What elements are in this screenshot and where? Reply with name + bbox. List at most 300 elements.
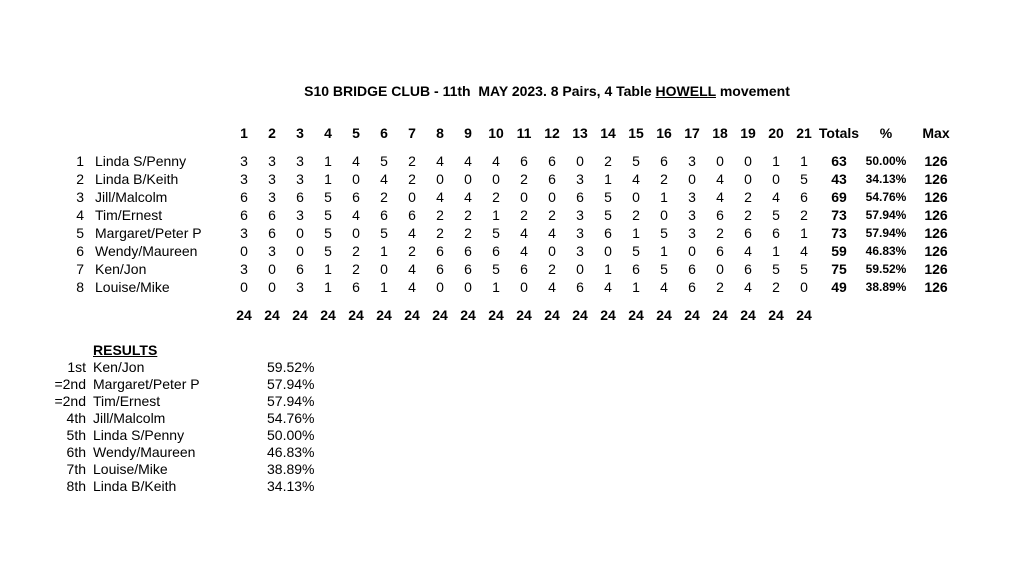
boards-count: 24 [768, 307, 784, 323]
board-score: 5 [632, 153, 640, 169]
board-score: 5 [800, 171, 808, 187]
boards-count: 24 [544, 307, 560, 323]
pair-max: 126 [924, 261, 948, 277]
board-score: 2 [436, 225, 444, 241]
board-score: 6 [716, 243, 724, 259]
result-pair-names: Linda S/Penny [93, 427, 185, 443]
board-column-header: 5 [352, 125, 360, 141]
pair-max: 126 [924, 171, 948, 187]
pair-max: 126 [924, 207, 948, 223]
pair-row [54, 152, 960, 170]
board-score: 2 [352, 261, 360, 277]
board-score: 6 [660, 153, 668, 169]
board-score: 4 [604, 279, 612, 295]
board-score: 0 [520, 279, 528, 295]
pair-names: Ken/Jon [95, 261, 147, 277]
corner-blank [84, 124, 230, 152]
footer-blank [84, 296, 230, 324]
board-score: 3 [296, 153, 304, 169]
pair-names: Linda S/Penny [95, 153, 187, 169]
board-score: 1 [660, 189, 668, 205]
pair-number: 1 [76, 153, 84, 169]
board-score: 5 [660, 261, 668, 277]
board-score: 2 [520, 171, 528, 187]
board-score: 6 [296, 261, 304, 277]
board-score: 4 [436, 153, 444, 169]
board-score: 3 [296, 279, 304, 295]
board-score: 5 [324, 225, 332, 241]
board-score: 6 [688, 261, 696, 277]
board-score: 6 [464, 243, 472, 259]
pair-row [54, 206, 960, 224]
board-score: 1 [324, 171, 332, 187]
board-score: 2 [716, 225, 724, 241]
score-table-footer [54, 296, 960, 324]
result-rank: 5th [66, 427, 86, 443]
board-score: 5 [800, 261, 808, 277]
pair-max: 126 [924, 153, 948, 169]
board-score: 4 [464, 189, 472, 205]
board-score: 0 [548, 189, 556, 205]
board-score: 1 [800, 153, 808, 169]
boards-count: 24 [488, 307, 504, 323]
board-score: 3 [268, 171, 276, 187]
board-score: 2 [464, 225, 472, 241]
board-score: 4 [520, 225, 528, 241]
boards-per-column-row [54, 296, 960, 324]
results-section [50, 341, 347, 495]
result-percent: 59.52% [267, 359, 315, 375]
board-score: 1 [324, 279, 332, 295]
board-score: 2 [716, 279, 724, 295]
board-score: 0 [604, 243, 612, 259]
board-score: 5 [380, 153, 388, 169]
board-score: 4 [548, 225, 556, 241]
board-column-header: 17 [684, 125, 700, 141]
pair-total: 73 [831, 207, 847, 223]
result-row [50, 478, 347, 495]
boards-count: 24 [628, 307, 644, 323]
result-pair-names: Ken/Jon [93, 359, 145, 375]
board-score: 6 [744, 261, 752, 277]
board-score: 5 [492, 261, 500, 277]
board-score: 4 [352, 207, 360, 223]
results-heading: RESULTS [93, 342, 158, 358]
boards-count: 24 [684, 307, 700, 323]
result-percent: 57.94% [267, 393, 315, 409]
board-score: 5 [632, 243, 640, 259]
board-score: 3 [240, 261, 248, 277]
percent-header: % [879, 125, 893, 141]
board-score: 6 [408, 207, 416, 223]
footer-blank [860, 296, 912, 324]
board-score: 2 [520, 207, 528, 223]
board-score: 1 [800, 225, 808, 241]
pair-percent: 57.94% [865, 226, 907, 240]
board-score: 0 [744, 171, 752, 187]
board-score: 1 [632, 279, 640, 295]
result-rank: 8th [66, 478, 86, 494]
board-score: 2 [408, 153, 416, 169]
result-row [50, 461, 347, 478]
board-score: 0 [436, 171, 444, 187]
board-score: 4 [520, 243, 528, 259]
results-table-body [50, 359, 347, 495]
board-score: 5 [324, 189, 332, 205]
pair-number: 6 [76, 243, 84, 259]
boards-count: 24 [348, 307, 364, 323]
board-score: 2 [660, 171, 668, 187]
board-score: 6 [240, 207, 248, 223]
pair-percent: 50.00% [865, 154, 907, 168]
board-score: 6 [576, 279, 584, 295]
result-percent: 50.00% [267, 427, 315, 443]
boards-count: 24 [460, 307, 476, 323]
boards-count: 24 [796, 307, 812, 323]
pair-names: Jill/Malcolm [95, 189, 168, 205]
result-rank: 1st [67, 359, 86, 375]
board-score: 4 [492, 153, 500, 169]
board-score: 3 [240, 153, 248, 169]
result-row [50, 359, 347, 376]
board-score: 4 [352, 153, 360, 169]
board-score: 2 [436, 207, 444, 223]
board-score: 2 [632, 207, 640, 223]
pair-max: 126 [924, 279, 948, 295]
board-column-header: 1 [240, 125, 248, 141]
board-score: 4 [436, 189, 444, 205]
board-score: 0 [296, 243, 304, 259]
board-column-header: 18 [712, 125, 728, 141]
board-score: 6 [380, 207, 388, 223]
result-row [50, 393, 347, 410]
board-score: 2 [744, 207, 752, 223]
result-pair-names: Margaret/Peter P [93, 376, 200, 392]
board-score: 4 [632, 171, 640, 187]
result-percent: 57.94% [267, 376, 315, 392]
board-column-header: 3 [296, 125, 304, 141]
pair-max: 126 [924, 243, 948, 259]
board-score: 4 [380, 171, 388, 187]
boards-count: 24 [516, 307, 532, 323]
pair-number: 2 [76, 171, 84, 187]
pair-total: 69 [831, 189, 847, 205]
board-score: 3 [268, 243, 276, 259]
board-score: 2 [548, 207, 556, 223]
board-score: 5 [772, 261, 780, 277]
board-score: 6 [436, 243, 444, 259]
pair-percent: 57.94% [865, 208, 907, 222]
pair-names: Margaret/Peter P [95, 225, 202, 241]
board-score: 0 [268, 261, 276, 277]
board-score: 5 [324, 207, 332, 223]
board-score: 4 [660, 279, 668, 295]
board-score: 6 [576, 189, 584, 205]
boards-count: 24 [404, 307, 420, 323]
board-score: 2 [772, 279, 780, 295]
board-score: 0 [688, 243, 696, 259]
boards-count: 24 [264, 307, 280, 323]
pair-total: 73 [831, 225, 847, 241]
result-pair-names: Wendy/Maureen [93, 444, 196, 460]
board-score: 4 [408, 261, 416, 277]
board-score: 2 [744, 189, 752, 205]
max-header: Max [922, 125, 950, 141]
board-score: 0 [800, 279, 808, 295]
board-score: 6 [268, 207, 276, 223]
board-score: 4 [744, 243, 752, 259]
board-score: 5 [492, 225, 500, 241]
footer-blank [912, 296, 960, 324]
board-column-header: 10 [488, 125, 504, 141]
board-score: 1 [604, 171, 612, 187]
boards-count: 24 [432, 307, 448, 323]
board-score: 5 [660, 225, 668, 241]
title-howell-underlined: HOWELL [655, 83, 716, 99]
pair-names: Louise/Mike [95, 279, 170, 295]
board-score: 6 [352, 189, 360, 205]
board-score: 0 [520, 189, 528, 205]
board-score: 6 [688, 279, 696, 295]
pair-names: Wendy/Maureen [95, 243, 198, 259]
board-score: 1 [632, 225, 640, 241]
board-column-header: 6 [380, 125, 388, 141]
board-score: 0 [296, 225, 304, 241]
board-score: 2 [408, 171, 416, 187]
boards-count: 24 [740, 307, 756, 323]
board-score: 0 [464, 171, 472, 187]
board-score: 2 [800, 207, 808, 223]
score-table [54, 124, 960, 324]
score-header-row [54, 124, 960, 152]
board-score: 2 [408, 243, 416, 259]
result-pair-names: Jill/Malcolm [93, 410, 166, 426]
pair-total: 63 [831, 153, 847, 169]
board-score: 0 [352, 225, 360, 241]
pair-names: Tim/Ernest [95, 207, 163, 223]
board-score: 4 [464, 153, 472, 169]
pair-names: Linda B/Keith [95, 171, 179, 187]
board-score: 6 [604, 225, 612, 241]
board-score: 6 [520, 261, 528, 277]
boards-count: 24 [712, 307, 728, 323]
board-score: 1 [324, 261, 332, 277]
board-score: 4 [716, 171, 724, 187]
pair-number: 5 [76, 225, 84, 241]
board-score: 0 [240, 243, 248, 259]
board-score: 5 [604, 207, 612, 223]
pair-max: 126 [924, 189, 948, 205]
footer-blank [54, 296, 84, 324]
board-score: 6 [268, 225, 276, 241]
pair-number: 7 [76, 261, 84, 277]
result-pair-names: Linda B/Keith [93, 478, 177, 494]
pair-row [54, 224, 960, 242]
pair-row [54, 188, 960, 206]
boards-count: 24 [376, 307, 392, 323]
pair-row [54, 260, 960, 278]
result-row [50, 410, 347, 427]
result-row [50, 444, 347, 461]
result-rank: 7th [66, 461, 86, 477]
board-score: 6 [240, 189, 248, 205]
board-column-header: 12 [544, 125, 560, 141]
board-score: 0 [268, 279, 276, 295]
boards-count: 24 [236, 307, 252, 323]
corner-blank [54, 124, 84, 152]
result-percent: 34.13% [267, 478, 315, 494]
board-column-header: 4 [324, 125, 332, 141]
board-column-header: 7 [408, 125, 416, 141]
board-score: 1 [380, 243, 388, 259]
board-score: 2 [464, 207, 472, 223]
board-column-header: 21 [796, 125, 812, 141]
board-score: 3 [240, 225, 248, 241]
board-score: 0 [576, 261, 584, 277]
board-score: 4 [548, 279, 556, 295]
pair-number: 4 [76, 207, 84, 223]
board-column-header: 9 [464, 125, 472, 141]
board-column-header: 19 [740, 125, 756, 141]
board-score: 3 [268, 153, 276, 169]
board-score: 4 [800, 243, 808, 259]
boards-count: 24 [292, 307, 308, 323]
board-score: 0 [548, 243, 556, 259]
result-row [50, 376, 347, 393]
board-column-header: 11 [516, 125, 532, 141]
board-score: 6 [296, 189, 304, 205]
result-percent: 54.76% [267, 410, 315, 426]
board-score: 0 [576, 153, 584, 169]
board-score: 0 [688, 171, 696, 187]
board-score: 3 [576, 171, 584, 187]
board-score: 6 [436, 261, 444, 277]
pair-row [54, 242, 960, 260]
board-score: 3 [240, 171, 248, 187]
board-score: 2 [352, 243, 360, 259]
totals-header: Totals [818, 125, 860, 141]
pair-row [54, 170, 960, 188]
board-score: 4 [408, 225, 416, 241]
pair-number: 3 [76, 189, 84, 205]
boards-count: 24 [656, 307, 672, 323]
result-pair-names: Tim/Ernest [93, 393, 161, 409]
board-score: 2 [604, 153, 612, 169]
board-column-header: 20 [768, 125, 784, 141]
board-score: 1 [380, 279, 388, 295]
pair-number: 8 [76, 279, 84, 295]
board-score: 3 [688, 153, 696, 169]
board-score: 1 [660, 243, 668, 259]
pair-total: 43 [831, 171, 847, 187]
board-score: 0 [492, 171, 500, 187]
board-score: 0 [436, 279, 444, 295]
score-table-body [54, 152, 960, 296]
board-score: 3 [296, 207, 304, 223]
pair-max: 126 [924, 225, 948, 241]
board-score: 0 [352, 171, 360, 187]
board-score: 6 [492, 243, 500, 259]
board-score: 4 [744, 279, 752, 295]
board-score: 0 [660, 207, 668, 223]
result-pair-names: Louise/Mike [93, 461, 168, 477]
board-score: 1 [324, 153, 332, 169]
footer-blank [818, 296, 860, 324]
board-score: 0 [744, 153, 752, 169]
board-score: 6 [632, 261, 640, 277]
board-score: 6 [716, 207, 724, 223]
board-score: 4 [408, 279, 416, 295]
result-percent: 46.83% [267, 444, 315, 460]
board-score: 2 [492, 189, 500, 205]
board-score: 3 [268, 189, 276, 205]
board-score: 0 [772, 171, 780, 187]
board-score: 6 [744, 225, 752, 241]
board-column-header: 8 [436, 125, 444, 141]
page-title [60, 83, 1024, 99]
board-score: 1 [492, 207, 500, 223]
board-score: 3 [688, 207, 696, 223]
board-score: 3 [688, 189, 696, 205]
board-score: 0 [240, 279, 248, 295]
board-column-header: 16 [656, 125, 672, 141]
boards-count: 24 [320, 307, 336, 323]
board-column-header: 2 [268, 125, 276, 141]
pair-total: 59 [831, 243, 847, 259]
result-row [50, 427, 347, 444]
boards-count: 24 [572, 307, 588, 323]
board-score: 6 [464, 261, 472, 277]
board-score: 5 [604, 189, 612, 205]
board-score: 2 [380, 189, 388, 205]
board-score: 6 [352, 279, 360, 295]
board-score: 0 [408, 189, 416, 205]
pair-percent: 54.76% [865, 190, 907, 204]
board-score: 3 [576, 225, 584, 241]
board-score: 0 [380, 261, 388, 277]
board-score: 6 [548, 153, 556, 169]
board-score: 0 [464, 279, 472, 295]
result-rank: 6th [66, 444, 86, 460]
pair-row [54, 278, 960, 296]
board-score: 5 [380, 225, 388, 241]
board-score: 6 [772, 225, 780, 241]
result-rank: =2nd [54, 376, 86, 392]
pair-percent: 46.83% [865, 244, 907, 258]
board-score: 0 [632, 189, 640, 205]
pair-percent: 38.89% [865, 280, 907, 294]
result-rank: =2nd [54, 393, 86, 409]
pair-percent: 34.13% [865, 172, 907, 186]
board-score: 1 [772, 243, 780, 259]
board-score: 3 [688, 225, 696, 241]
title-movement-text: movement [715, 83, 790, 99]
board-score: 3 [576, 207, 584, 223]
board-column-header: 15 [628, 125, 644, 141]
board-score: 3 [296, 171, 304, 187]
title-text: S10 BRIDGE CLUB - 11th MAY 2023. 8 Pairs, 4 Table [304, 83, 656, 99]
board-score: 6 [800, 189, 808, 205]
board-score: 3 [576, 243, 584, 259]
board-score: 0 [716, 261, 724, 277]
board-score: 1 [604, 261, 612, 277]
board-score: 1 [772, 153, 780, 169]
board-score: 1 [492, 279, 500, 295]
board-score: 4 [716, 189, 724, 205]
board-column-header: 14 [600, 125, 616, 141]
pair-percent: 59.52% [865, 262, 907, 276]
board-score: 6 [520, 153, 528, 169]
